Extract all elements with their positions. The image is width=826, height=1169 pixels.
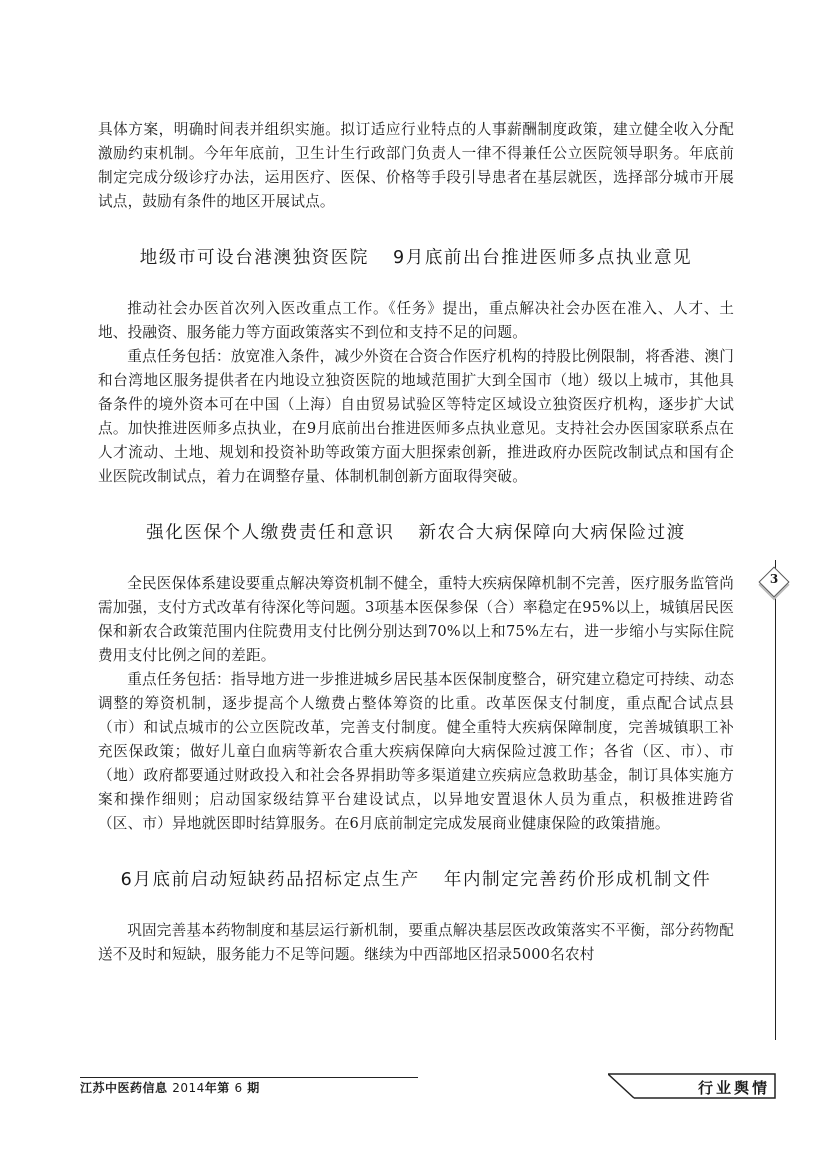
- section-heading-private-hospitals: [98, 244, 734, 269]
- heading-part-1: 6月底前启动短缺药品招标定点生产: [120, 870, 420, 890]
- paragraph: 重点任务包括：放宽准入条件，减少外资在合资合作医疗机构的持股比例限制，将香港、澳门和台湾地区服务提供者在内地设立独资医院的地域范围扩大到全国市（地）级以上城市，其他具备条件的境外资本可在中国（上海）自由贸易试验区等特定区域设立独资医疗机构，逐步扩大试点。加快推进医师多点执业，在9月底前出台推进医师多点执业意见。支持社会办医国家联系点在人才流动、土地、规划和投资补助等政策方面大胆探索创新，推进政府办医院改制试点和国有企业医院改制试点，着力在调整存量、体制机制创新方面取得突破。: [98, 348, 734, 485]
- paragraph: 全民医保体系建设要重点解决筹资机制不健全，重特大疾病保障机制不完善，医疗服务监管尚需加强，支付方式改革有待深化等问题。3项基本医保参保（合）率稳定在95%以上，城镇居民医保和新农合政策范围内住院费用支付比例分别达到70%以上和75%左右，进一步缩小与实际住院费用支付比例之间的差距。: [98, 575, 734, 664]
- paragraph-continuation: 具体方案，明确时间表并组织实施。拟订适应行业特点的人事薪酬制度政策，建立健全收入分配激励约束机制。今年年底前，卫生计生行政部门负责人一律不得兼任公立医院领导职务。年底前制定完成分级诊疗办法，运用医疗、医保、价格等手段引导患者在基层就医，选择部分城市开展试点，鼓励有条件的地区开展试点。: [98, 121, 734, 210]
- issue-year: 2014: [172, 1081, 205, 1095]
- heading-part-1: 地级市可设台港澳独资医院: [139, 248, 369, 268]
- article-body: [98, 118, 734, 967]
- page-edge-rule: [775, 560, 776, 1040]
- journal-name: 江苏中医药信息: [80, 1081, 168, 1095]
- footer-rule: [80, 1077, 418, 1078]
- paragraph: 重点任务包括：指导地方进一步推进城乡居民基本医保制度整合，研究建立稳定可持续、动态调整的筹资机制，逐步提高个人缴费占整体筹资的比重。改革医保支付制度，重点配合试点县（市）和试点城市的公立医院改革，完善支付制度。健全重特大疾病保障制度，完善城镇职工补充医保政策；做好儿童白血病等新农合重大疾病保障向大病保险过渡工作；各省（区、市）、市（地）政府都要通过财政投入和社会各界捐助等多渠道建立疾病应急救助基金，制订具体实施方案和操作细则；启动国家级结算平台建设试点，以异地安置退休人员为重点，积极推进跨省（区、市）异地就医即时结算服务。在6月底前制定完成发展商业健康保险的政策措施。: [98, 671, 734, 832]
- section-heading-medical-insurance: [98, 519, 734, 544]
- heading-part-2: 年内制定完善药价形成机制文件: [443, 870, 712, 890]
- paragraph: 推动社会办医首次列入医改重点工作。《任务》提出，重点解决社会办医在准入、人才、土地、投融资、服务能力等方面政策落实不到位和支持不足的问题。: [98, 300, 734, 341]
- paragraph: 巩固完善基本药物制度和基层运行新机制，要重点解决基层医改政策落实不平衡，部分药物配送不及时和短缺，服务能力不足等问题。继续为中西部地区招录5000名农村: [98, 922, 734, 963]
- page-number: 3: [769, 572, 779, 586]
- issue-text: 年第: [204, 1081, 230, 1095]
- section-heading-drug-supply: [98, 866, 734, 891]
- footer-journal-info: [80, 1079, 260, 1096]
- heading-part-2: 9月底前出台推进医师多点执业意见: [392, 248, 693, 268]
- section-label: 行业舆情: [697, 1079, 770, 1097]
- heading-part-2: 新农合大病保障向大病保险过渡: [418, 523, 686, 543]
- heading-part-1: 强化医保个人缴费责任和意识: [146, 523, 395, 543]
- issue-text: 期: [247, 1081, 260, 1095]
- issue-number: 6: [234, 1081, 243, 1095]
- page-number-tab: [758, 566, 790, 598]
